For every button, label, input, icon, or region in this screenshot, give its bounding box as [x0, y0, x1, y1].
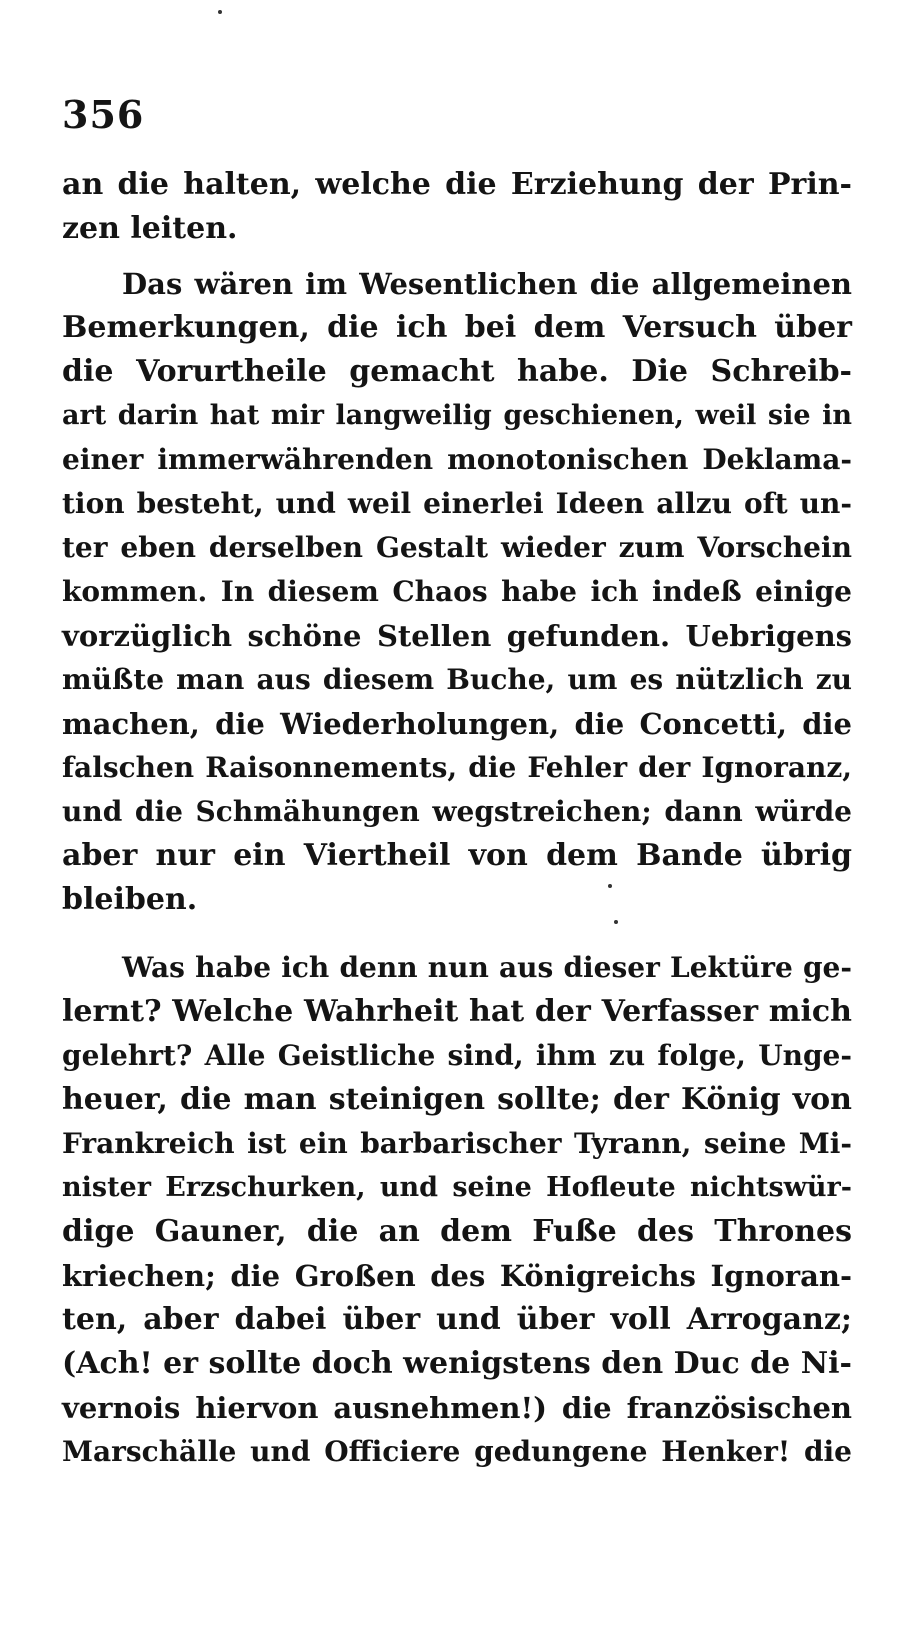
- text-line: Frankreich ist ein barbarischer Tyrann, seine Mi-: [62, 1127, 852, 1160]
- text-line: müßte man aus diesem Buche, um es nützlich zu: [62, 663, 852, 696]
- page-number: 356: [62, 92, 145, 137]
- text-line: kommen. In diesem Chaos habe ich indeß einige: [62, 575, 852, 608]
- text-line: ten, aber dabei über und über voll Arroganz;: [62, 1302, 852, 1337]
- text-line: die Vorurtheile gemacht habe. Die Schreib-: [62, 354, 852, 389]
- text-line: aber nur ein Viertheil von dem Bande übrig: [62, 838, 852, 873]
- ink-speck: [218, 10, 222, 14]
- text-line: tion besteht, und weil einerlei Ideen allzu oft un-: [62, 487, 852, 520]
- ink-speck: [614, 920, 618, 924]
- text-line: an die halten, welche die Erziehung der Prin-: [62, 167, 852, 202]
- ink-speck: [608, 884, 612, 888]
- text-line: vorzüglich schöne Stellen gefunden. Uebrigens: [62, 619, 852, 653]
- text-line: ter eben derselben Gestalt wieder zum Vorschein: [62, 531, 852, 564]
- text-line: vernois hiervon ausnehmen!) die französischen: [62, 1391, 852, 1425]
- text-line: Was habe ich denn nun aus dieser Lektüre ge-: [122, 951, 852, 984]
- text-line: machen, die Wiederholungen, die Concetti, die: [62, 707, 852, 741]
- text-line: lernt? Welche Wahrheit hat der Verfasser mich: [62, 994, 852, 1029]
- text-line: (Ach! er sollte doch wenigstens den Duc de Ni-: [62, 1346, 852, 1381]
- text-line: zen leiten.: [62, 211, 238, 246]
- text-line: Das wären im Wesentlichen die allgemeinen: [122, 267, 852, 301]
- text-line: heuer, die man steinigen sollte; der König von: [62, 1082, 852, 1117]
- text-line: bleiben.: [62, 882, 198, 917]
- text-line: art darin hat mir langweilig geschienen, weil sie in: [62, 400, 852, 431]
- text-line: dige Gauner, die an dem Fuße des Thrones: [62, 1214, 852, 1249]
- text-line: Marschälle und Officiere gedungene Henker! die: [62, 1435, 852, 1468]
- text-line: falschen Raisonnements, die Fehler der Ignoranz,: [62, 751, 852, 784]
- text-line: Bemerkungen, die ich bei dem Versuch über: [62, 310, 852, 345]
- text-line: und die Schmähungen wegstreichen; dann würde: [62, 795, 852, 828]
- text-line: einer immerwährenden monotonischen Deklama-: [62, 443, 852, 476]
- text-line: kriechen; die Großen des Königreichs Ignoran-: [62, 1259, 852, 1293]
- text-line: gelehrt? Alle Geistliche sind, ihm zu folge, Unge-: [62, 1039, 852, 1072]
- text-line: nister Erzschurken, und seine Hofleute nichtswür-: [62, 1172, 852, 1203]
